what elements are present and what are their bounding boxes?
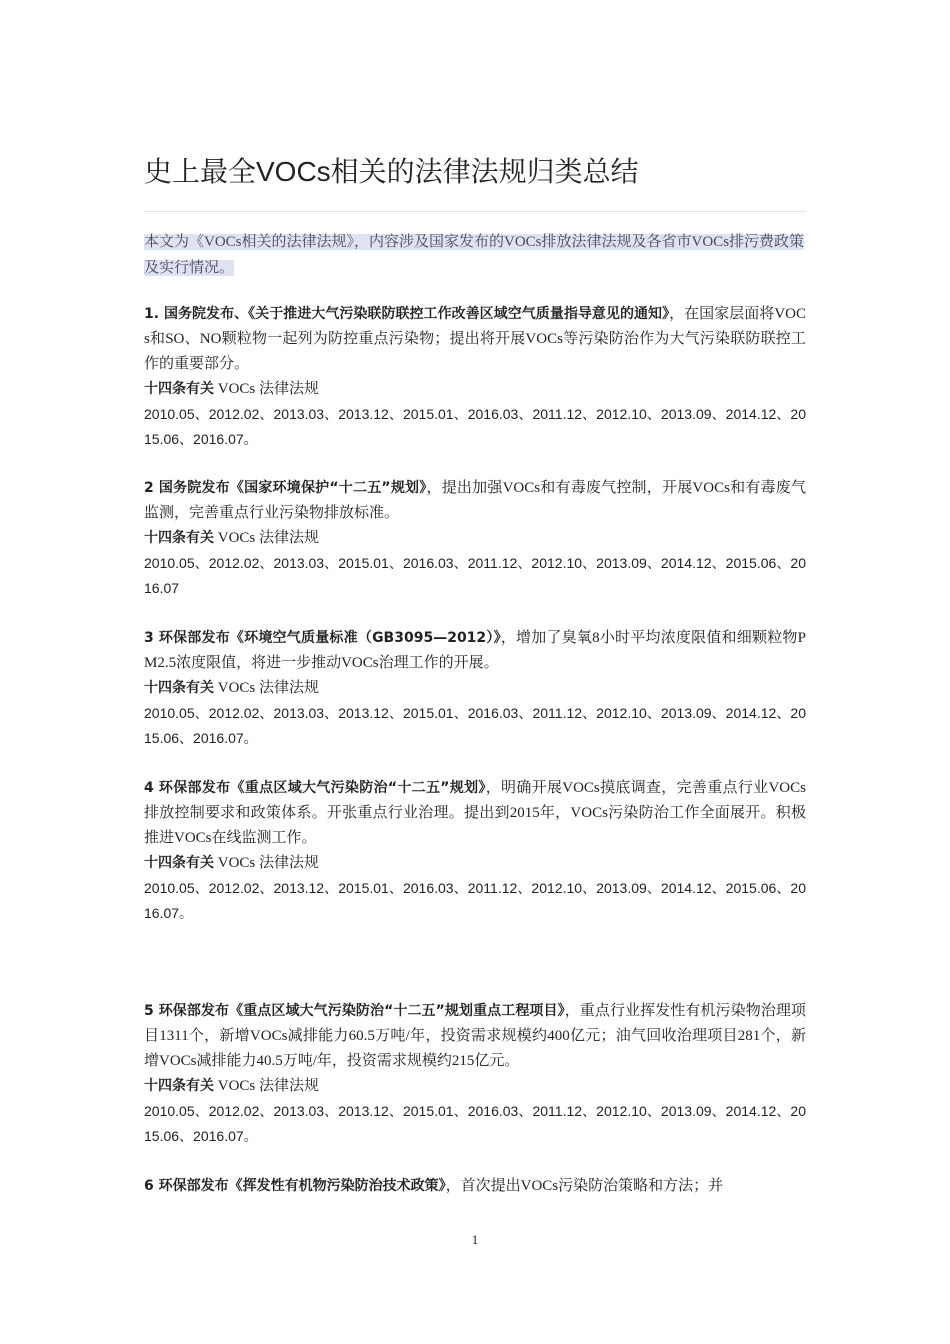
section-3-body: ，增加了臭氧8小时平均浓度限值和细颗粒物PM2.5浓度限值，将进一步推动VOCs治理工作的开展。 [144, 630, 806, 671]
section-2-heading: 2 国务院发布《国家环境保护“十二五”规划》 [144, 480, 427, 496]
section-4-sublabel-rest: VOCs 法律法规 [214, 855, 320, 871]
section-4-heading: 4 环保部发布《重点区域大气污染防治“十二五”规划》 [144, 780, 486, 796]
document-title: 史上最全VOCs相关的法律法规归类总结 [144, 156, 639, 187]
section-1-dates: 2010.05、2012.02、2013.03、2013.12、2015.01、2016.03、2011.12、2012.10、2013.09、2014.12、2015.06、2016.07。 [144, 406, 806, 447]
section-2-dates: 2010.05、2012.02、2013.03、2015.01、2016.03、2011.12、2012.10、2013.09、2014.12、2015.06、2016.07 [144, 555, 806, 596]
document-content [144, 150, 806, 1199]
section-3 [144, 626, 806, 751]
section-3-sublabel-rest: VOCs 法律法规 [214, 680, 320, 696]
section-5-sublabel-rest: VOCs 法律法规 [214, 1078, 320, 1094]
intro-highlight: 本文为《VOCs相关的法律法规》，内容涉及国家发布的VOCs排放法律法规及各省市VOCs排污费政策及实行情况。 [144, 234, 805, 276]
section-6-heading: 6 环保部发布《挥发性有机物污染防治技术政策》 [144, 1178, 446, 1194]
section-4-text [144, 776, 806, 851]
section-5 [144, 999, 806, 1149]
section-1-sublabel [144, 377, 806, 402]
section-6-body: ，首次提出VOCs污染防治策略和方法；并 [445, 1178, 724, 1194]
section-2-text [144, 476, 806, 526]
section-4-sublabel [144, 851, 806, 876]
section-4 [144, 776, 806, 926]
section-1 [144, 302, 806, 452]
section-3-heading: 3 环保部发布《环境空气质量标准（GB3095—2012）》 [144, 630, 501, 646]
section-2 [144, 476, 806, 601]
section-4-sublabel-bold: 十四条有关 [144, 855, 214, 871]
section-5-body: ，重点行业挥发性有机污染物治理项目1311个，新增VOCs减排能力60.5万吨/年，投资需求规模约400亿元；油气回收治理项目281个，新增VOCs减排能力40.5万吨/年，投资需求规模约215亿元。 [144, 1003, 806, 1069]
section-6-text [144, 1174, 806, 1199]
section-1-sublabel-bold: 十四条有关 [144, 381, 214, 397]
section-2-body: ，提出加强VOCs和有毒废气控制，开展VOCs和有毒废气监测，完善重点行业污染物排放标准。 [144, 480, 806, 521]
section-3-text [144, 626, 806, 676]
section-2-sublabel-rest: VOCs 法律法规 [214, 530, 320, 546]
section-2-sublabel-bold: 十四条有关 [144, 530, 214, 546]
section-4-body: ，明确开展VOCs摸底调查，完善重点行业VOCs排放控制要求和政策体系。开张重点行业治理。提出到2015年，VOCs污染防治工作全面展开。积极推进VOCs在线监测工作。 [144, 780, 806, 846]
section-5-sublabel [144, 1074, 806, 1099]
section-5-text [144, 999, 806, 1074]
section-1-sublabel-rest: VOCs 法律法规 [214, 381, 320, 397]
section-5-dates: 2010.05、2012.02、2013.03、2013.12、2015.01、2016.03、2011.12、2012.10、2013.09、2014.12、2015.06、2016.07。 [144, 1103, 806, 1144]
section-2-sublabel [144, 526, 806, 551]
section-gap [144, 926, 806, 978]
intro-paragraph [144, 229, 806, 281]
section-4-dates: 2010.05、2012.02、2013.12、2015.01、2016.03、2011.12、2012.10、2013.09、2014.12、2015.06、2016.07。 [144, 880, 806, 921]
section-3-sublabel-bold: 十四条有关 [144, 680, 214, 696]
section-3-dates: 2010.05、2012.02、2013.03、2013.12、2015.01、2016.03、2011.12、2012.10、2013.09、2014.12、2015.06、2016.07。 [144, 705, 806, 746]
section-5-heading: 5 环保部发布《重点区域大气污染防治“十二五”规划重点工程项目》 [144, 1003, 565, 1019]
title-divider [144, 211, 806, 212]
section-1-body: ，在国家层面将VOCs和SO、NO颗粒物一起列为防控重点污染物；提出将开展VOCs等污染防治作为大气污染联防联控工作的重要部分。 [144, 306, 806, 372]
page-number: 1 [471, 1232, 479, 1247]
section-1-text [144, 302, 806, 377]
section-3-sublabel [144, 676, 806, 701]
section-5-sublabel-bold: 十四条有关 [144, 1078, 214, 1094]
section-1-heading: 1. 国务院发布、《关于推进大气污染联防联控工作改善区域空气质量指导意见的通知》 [144, 306, 670, 322]
section-6 [144, 1174, 806, 1199]
